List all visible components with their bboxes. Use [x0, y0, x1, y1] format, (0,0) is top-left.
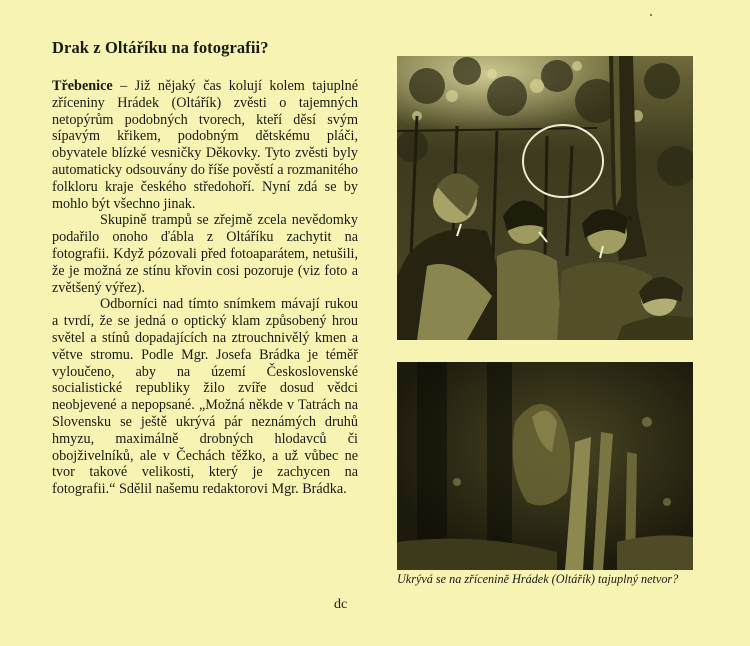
speck — [650, 14, 652, 16]
photo-caption: Ukrývá se na zřícenině Hrádek (Oltářík) tajuplný netvor? — [397, 572, 679, 586]
paragraph-1-text: – Již nějaký čas kolují kolem tajuplné zříceniny Hrádek (Oltářík) zvěsti o tajemných netopýrům podobných tvorech, kteří děsí svým sípavým křikem, podobným dětskému pláči, obyvatele blízké vesničky Děkovky. Tyto zvěsti byly automaticky odsouvány do říše pověstí a rozmanitého folkloru kraje českého středohoří. Nyní zdá se by mohlo být všechno jinak. — [52, 78, 358, 212]
dateline: Třebenice — [52, 78, 113, 94]
author-initials: dc — [334, 597, 348, 612]
group-photo — [397, 56, 693, 340]
article-title: Drak z Oltáříku na fotografii? — [52, 38, 269, 57]
paragraph-2: Skupině trampů se zřejmě zcela nevědomky podařilo onoho ďábla z Oltáříku zachytit na fotografii. Když pózovali před fotoaparátem, netušili, že je možná ze stínu křovin cosi pozoruje (viz foto a zvětšený výřez). — [52, 212, 358, 296]
paragraph-1 — [52, 78, 358, 212]
enlarged-detail-photo — [397, 362, 693, 570]
article-body — [52, 78, 358, 498]
paragraph-3: Odborníci nad tímto snímkem mávají rukou a tvrdí, že se jedná o optický klam způsobený hrou světel a stínů dopadajících na ztrouchnivělý kmen a větve stromu. Podle Mgr. Josefa Brádka je téměř vyloučeno, aby na území Československé socialistické republiky žilo zvíře dosud vědci neobjevené a nepopsané. „Možná někde v Tatrách na Slovensku se ještě ukrývá pár neznámých druhů hmyzu, maximálně drobných hlodavců či obojživelníků, ale v Čechách těžko, a už vůbec ne tvor takové velikosti, který je zachycen na fotografii.“ Sdělil našemu redaktorovi Mgr. Brádka. — [52, 296, 358, 498]
